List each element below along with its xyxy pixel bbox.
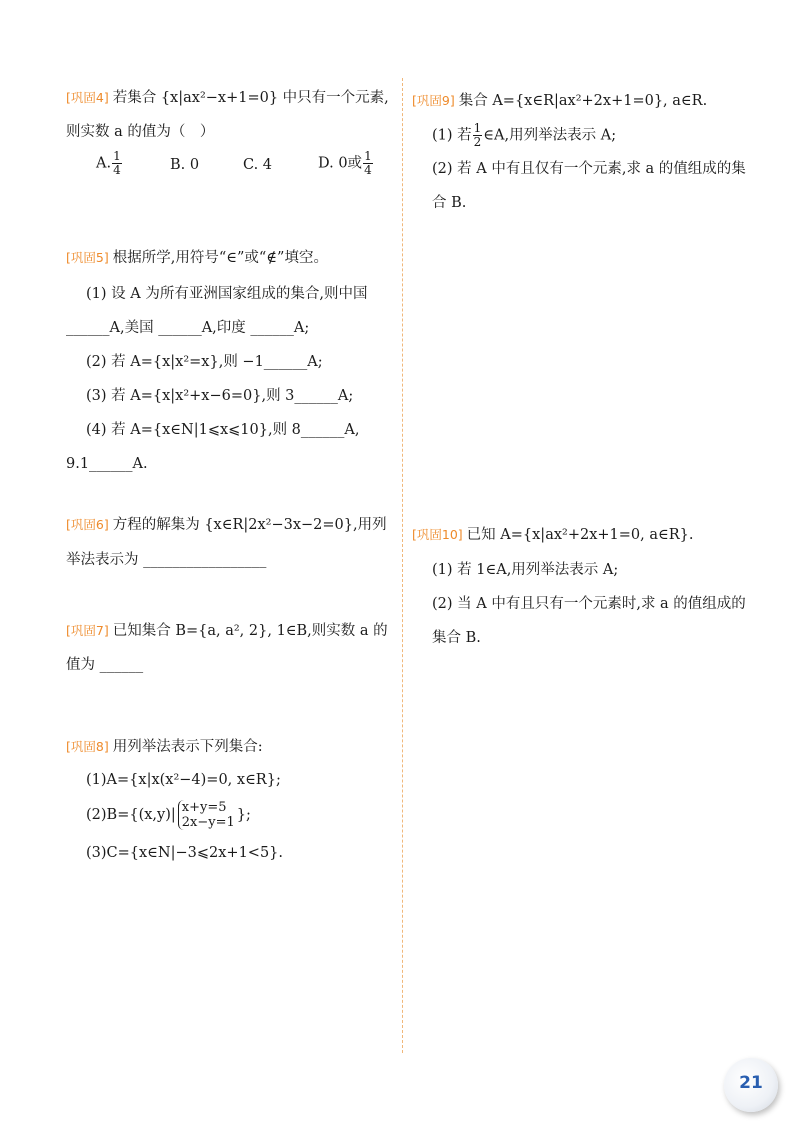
q10-line4: 集合 B. [432,630,481,646]
q4-option-b: B. 0 [170,157,200,173]
q8-line2: (1)A={x|x(x²−4)=0, x∈R}; [86,772,281,788]
q10-line1: [巩固10] 已知 A={x|ax²+2x+1=0, a∈R}. [412,527,694,543]
q9-line1: [巩固9] 集合 A={x∈R|ax²+2x+1=0}, a∈R. [412,93,708,109]
q8-line1: [巩固8] 用列举法表示下列集合: [66,739,263,755]
q9-line2: (1) 若 $\frac{1}{2}$ ∈A,用列举法表示 A; [432,121,617,149]
q5-line6: (4) 若 A={x∈N|1⩽x⩽10},则 8______A, [86,422,360,438]
q6-line2: 举法表示为 _________________ [66,552,267,568]
q5-line2: (1) 设 A 为所有亚洲国家组成的集合,则中国 [86,286,368,302]
q8-tag: [巩固8] [66,739,109,754]
q5-tag: [巩固5] [66,250,109,265]
q4-option-a: A. $\frac{1}{4}$ [96,149,121,177]
fraction: $\frac{1}{2}$ [473,121,482,149]
q8-line4: (3)C={x∈N|−3⩽2x+1<5}. [86,845,284,861]
q7-line2: 值为 ______ [66,657,144,673]
q5-line7: 9.1______A. [66,456,148,472]
q5-line3: ______A,美国 ______A,印度 ______A; [66,320,310,336]
q9-line3: (2) 若 A 中有且仅有一个元素,求 a 的值组成的集 [432,161,746,177]
q10-line2: (1) 若 1∈A,用列举法表示 A; [432,562,619,578]
q9-tag: [巩固9] [412,93,455,108]
q4-tag: [巩固4] [66,90,109,105]
q10-line3: (2) 当 A 中有且只有一个元素时,求 a 的值组成的 [432,596,746,612]
q4-line2: 则实数 a 的值为（ ） [66,124,215,140]
q5-line5: (3) 若 A={x|x²+x−6=0},则 3______A; [86,388,354,404]
fraction: $\frac{1}{4}$ [364,149,372,177]
q5-line4: (2) 若 A={x|x²=x},则 −1______A; [86,354,323,370]
page-number: 21 [739,1073,763,1093]
q4-option-c: C. 4 [243,157,273,173]
q4-line1: [巩固4] 若集合 {x|ax²−x+1=0} 中只有一个元素, [66,90,389,106]
q9-line4: 合 B. [432,195,467,211]
q7-tag: [巩固7] [66,623,109,638]
q8-line3: (2)B={(x,y)| x+y=5 2x−y=1 }; [86,800,251,830]
page-number-badge [724,1058,778,1112]
equation-system: x+y=5 2x−y=1 [178,800,235,830]
column-divider [402,78,403,1053]
q5-line1: [巩固5] 根据所学,用符号“∈”或“∉”填空。 [66,250,328,266]
fraction: $\frac{1}{4}$ [113,149,121,177]
q4-option-d: D. 0或 $\frac{1}{4}$ [318,149,372,177]
q6-line1: [巩固6] 方程的解集为 {x∈R|2x²−3x−2=0},用列 [66,517,387,533]
q6-tag: [巩固6] [66,517,109,532]
q7-line1: [巩固7] 已知集合 B={a, a², 2}, 1∈B,则实数 a 的 [66,623,388,639]
q10-tag: [巩固10] [412,527,463,542]
